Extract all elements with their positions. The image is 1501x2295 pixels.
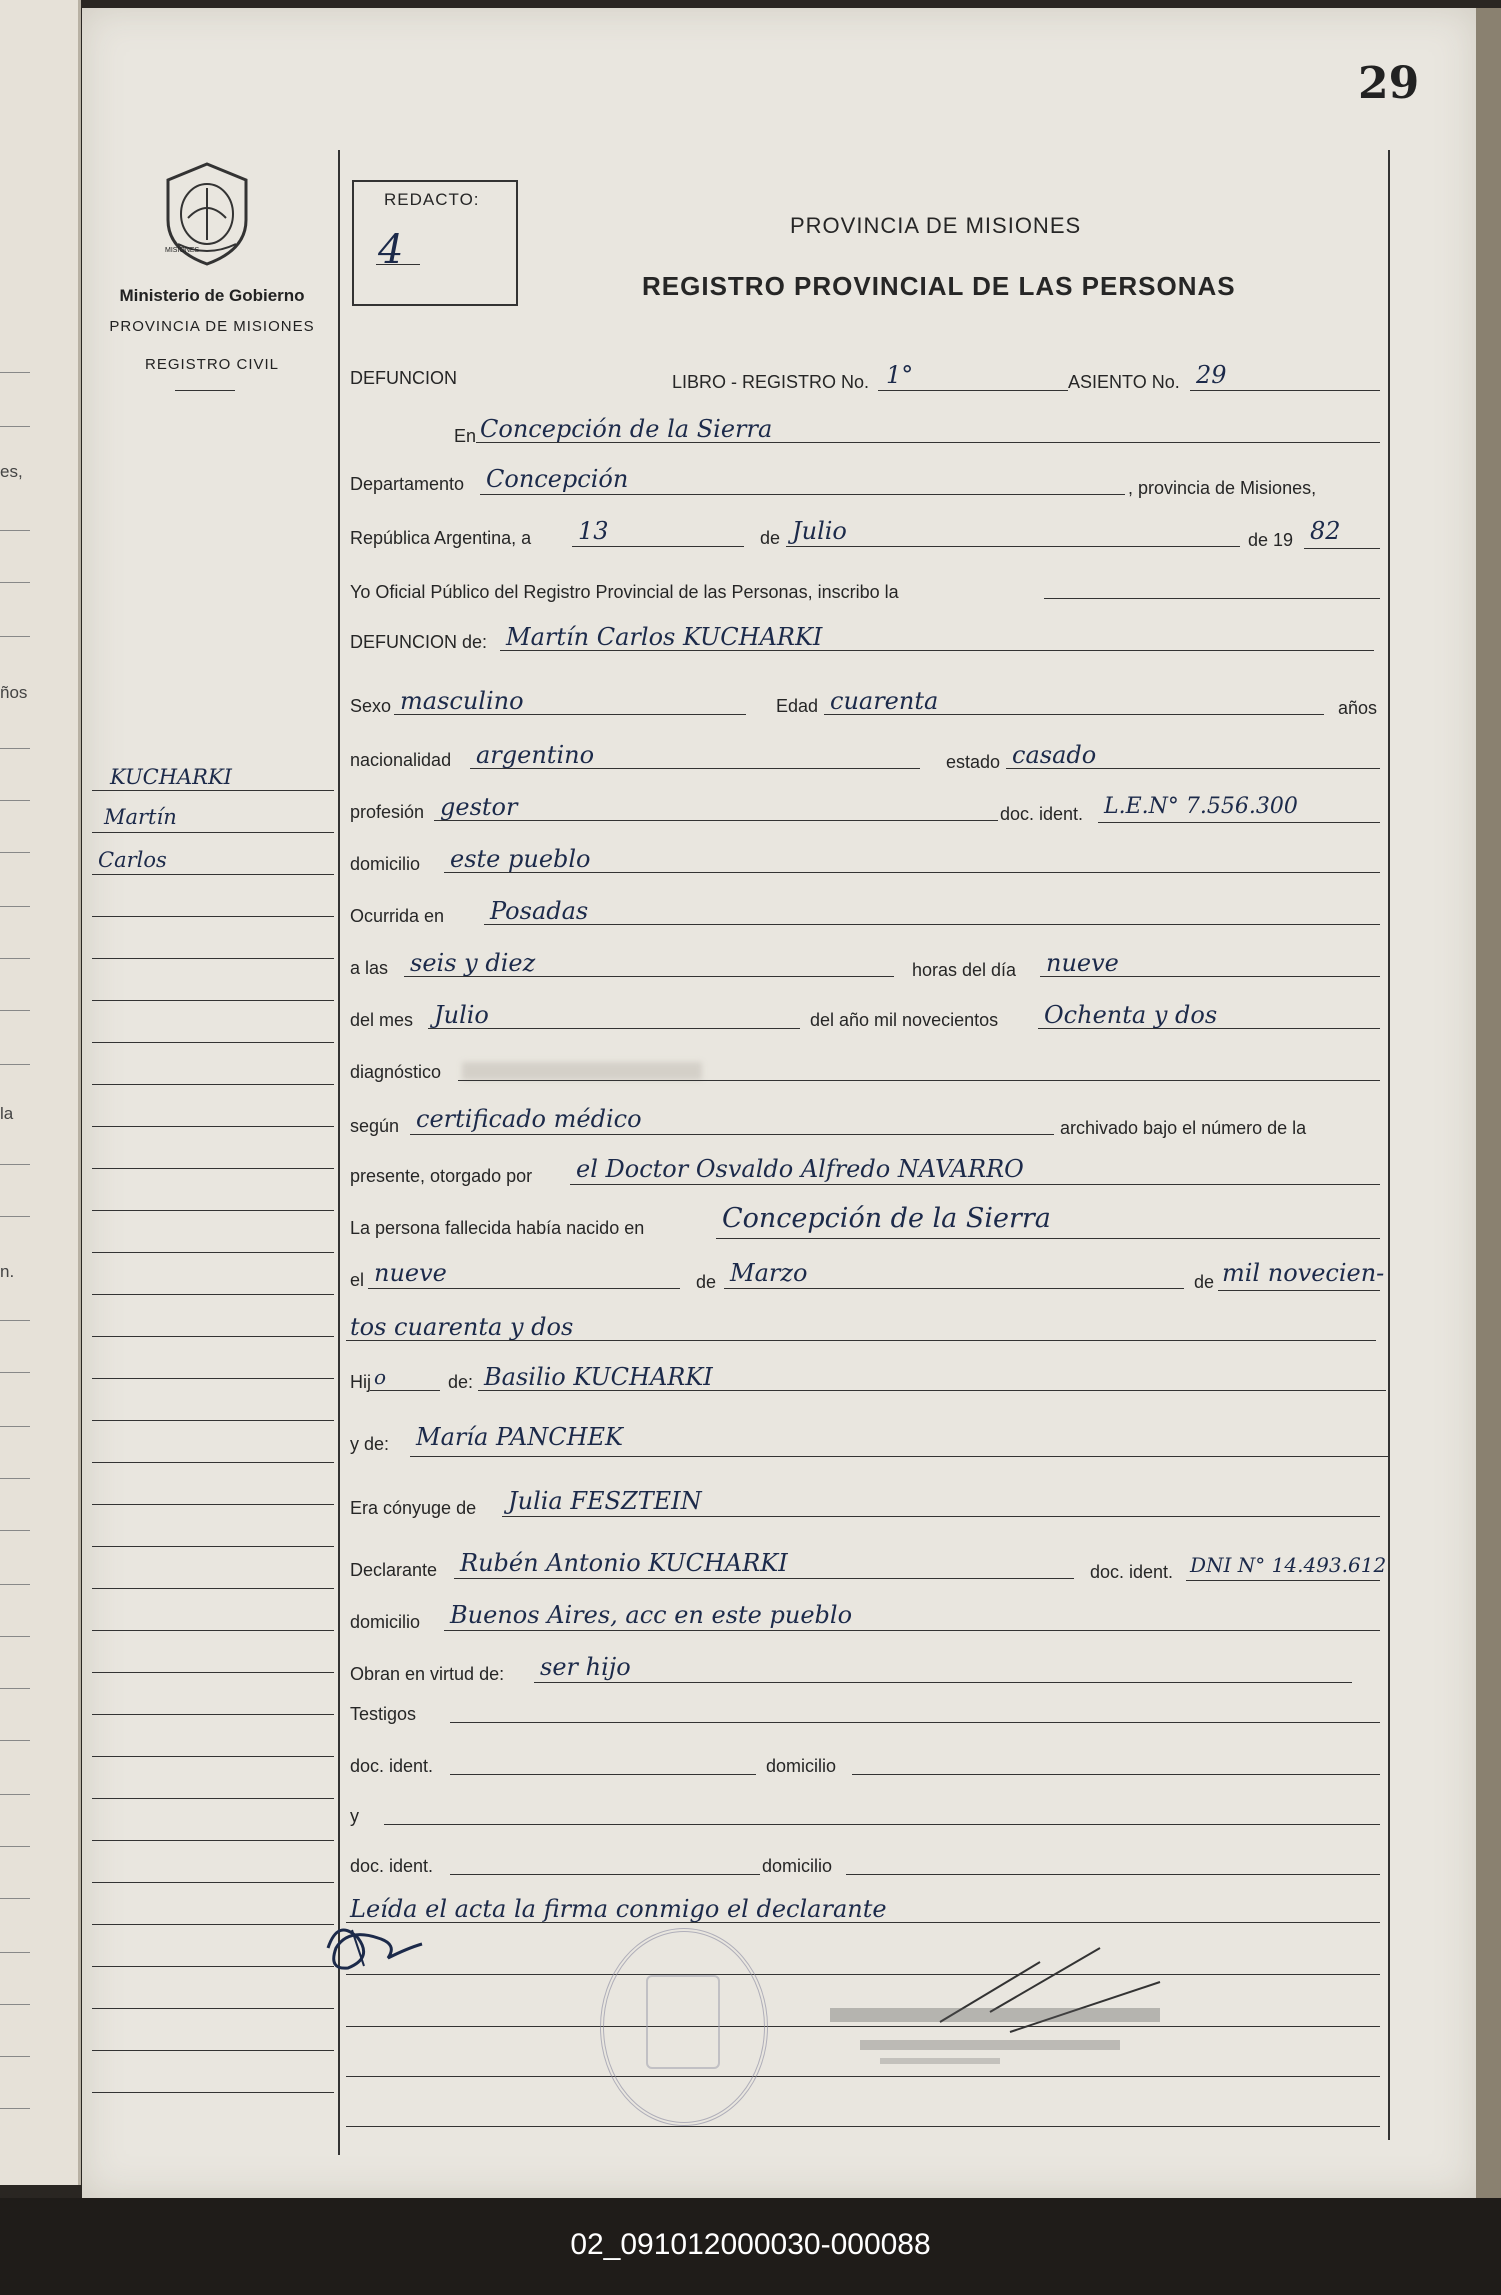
margin-ruled-line bbox=[92, 1084, 334, 1085]
decl-doc-value: DNI N° 14.493.612 bbox=[1190, 1553, 1387, 1577]
margin-ruled-line bbox=[92, 1630, 334, 1631]
dia-value: 13 bbox=[578, 517, 609, 545]
margin-ruled-line bbox=[92, 1420, 334, 1421]
registry-header: REGISTRO PROVINCIAL DE LAS PERSONAS bbox=[642, 271, 1236, 301]
profesion-label: profesión bbox=[350, 802, 425, 822]
left-page-fragment: la bbox=[0, 1104, 14, 1123]
ocurrida-label: Ocurrida en bbox=[350, 906, 445, 926]
libro-value: 1° bbox=[886, 361, 914, 389]
page-edge bbox=[1476, 8, 1501, 2198]
anio-label: de 19 bbox=[1248, 530, 1294, 550]
margin-ruled-line bbox=[92, 916, 334, 917]
delanio-label: del año mil novecientos bbox=[810, 1010, 999, 1030]
presente-label: presente, otorgado por bbox=[350, 1166, 533, 1186]
testigos-label: Testigos bbox=[350, 1704, 417, 1724]
decl-domicilio-value: Buenos Aires, acc en este pueblo bbox=[450, 1601, 853, 1629]
margin-ruled-line bbox=[92, 1672, 334, 1673]
margin-ruled-line bbox=[92, 1294, 334, 1295]
margin-ruled-line bbox=[92, 1126, 334, 1127]
doc-value: L.E.N° 7.556.300 bbox=[1104, 794, 1298, 819]
estado-label: estado bbox=[946, 752, 1001, 772]
margin-first-name: Martín bbox=[104, 805, 177, 829]
edad-value: cuarenta bbox=[830, 687, 939, 715]
redacted-diagnosis bbox=[462, 1062, 702, 1080]
stamp-inner bbox=[646, 1975, 720, 2069]
nacido-value: Concepción de la Sierra bbox=[722, 1203, 1051, 1234]
right-margin-rule bbox=[1388, 150, 1390, 2140]
horas-label: horas del día bbox=[912, 960, 1017, 980]
decl-doc-label: doc. ident. bbox=[1090, 1562, 1174, 1582]
el-label: el bbox=[350, 1270, 365, 1290]
margin-ruled-line bbox=[92, 1462, 334, 1463]
ministry-name: Ministerio de Gobierno bbox=[119, 286, 305, 305]
nacionalidad-value: argentino bbox=[476, 741, 595, 769]
margin-ruled-line bbox=[92, 1756, 334, 1757]
oficial-label: Yo Oficial Público del Registro Provincial de las Personas, inscribo la bbox=[350, 582, 899, 602]
archivado-label: archivado bajo el número de la bbox=[1060, 1118, 1307, 1138]
margin-ruled-line bbox=[92, 1840, 334, 1841]
redacto-value: 4 bbox=[378, 227, 404, 273]
diagnostico-label: diagnóstico bbox=[350, 1062, 442, 1082]
margin-ruled-line bbox=[92, 1336, 334, 1337]
de2-label: de bbox=[696, 1272, 717, 1292]
margin-ruled-line bbox=[92, 790, 334, 791]
sexo-label: Sexo bbox=[350, 696, 392, 716]
margin-ruled-line bbox=[92, 874, 334, 875]
domicilio-label: domicilio bbox=[350, 854, 421, 874]
alas-label: a las bbox=[350, 958, 389, 978]
anio-value: 82 bbox=[1310, 517, 1341, 545]
de3-label: de bbox=[1194, 1272, 1215, 1292]
doc-label: doc. ident. bbox=[1000, 804, 1084, 824]
hijo-de-value: Basilio KUCHARKI bbox=[484, 1363, 713, 1391]
margin-ruled-line bbox=[92, 832, 334, 833]
page-number: 29 bbox=[1358, 58, 1420, 109]
mes-value: Julio bbox=[792, 517, 847, 545]
margin-ruled-line bbox=[92, 1588, 334, 1589]
margin-ruled-line bbox=[92, 1882, 334, 1883]
left-page-fragment: ños bbox=[0, 683, 28, 702]
margin-ruled-line bbox=[92, 2092, 334, 2093]
anios-label: años bbox=[1338, 698, 1378, 718]
delanio-value: Ochenta y dos bbox=[1044, 1001, 1218, 1029]
margin-ruled-line bbox=[92, 1252, 334, 1253]
margin-ruled-line bbox=[92, 1714, 334, 1715]
conyuge-label: Era cónyuge de bbox=[350, 1498, 477, 1518]
y-label: y bbox=[350, 1806, 359, 1826]
horas-value: nueve bbox=[1046, 949, 1119, 977]
margin-ruled-line bbox=[92, 1924, 334, 1925]
defuncion-de-value: Martín Carlos KUCHARKI bbox=[506, 623, 823, 651]
declarant-signature-icon bbox=[318, 1908, 428, 1988]
republica-label: República Argentina, a bbox=[350, 528, 532, 548]
conyuge-value: Julia FESZTEIN bbox=[508, 1487, 702, 1515]
en-value: Concepción de la Sierra bbox=[480, 415, 773, 443]
margin-ruled-line bbox=[92, 1042, 334, 1043]
birth-year-continuation: tos cuarenta y dos bbox=[350, 1313, 574, 1341]
decl-domicilio-label: domicilio bbox=[350, 1612, 421, 1632]
margin-surname: KUCHARKI bbox=[110, 765, 232, 789]
seal-text: MISIONES bbox=[165, 247, 200, 254]
defuncion-de-label: DEFUNCION de: bbox=[350, 632, 488, 652]
testigo1-doc-label: doc. ident. bbox=[350, 1756, 434, 1776]
margin-ruled-line bbox=[92, 1210, 334, 1211]
declarante-label: Declarante bbox=[350, 1560, 438, 1580]
hijo-de-label: de: bbox=[448, 1372, 474, 1392]
left-page-fragment: n. bbox=[0, 1262, 15, 1281]
margin-ruled-line bbox=[92, 2050, 334, 2051]
signature-ruled-line bbox=[346, 2126, 1380, 2127]
margin-ruled-line bbox=[92, 2008, 334, 2009]
testigo2-domicilio-label: domicilio bbox=[762, 1856, 833, 1876]
margin-ruled-line bbox=[92, 1378, 334, 1379]
margin-rule bbox=[338, 150, 340, 2155]
margin-ruled-line bbox=[92, 958, 334, 959]
margin-ruled-line bbox=[92, 1504, 334, 1505]
closing-statement: Leída el acta la firma conmigo el declarante bbox=[350, 1895, 887, 1923]
redacto-label: REDACTO: bbox=[384, 190, 480, 209]
obran-value: ser hijo bbox=[540, 1653, 631, 1681]
official-name-stamp-icon bbox=[820, 2000, 1180, 2070]
yde-value: María PANCHEK bbox=[416, 1423, 623, 1451]
testigo1-domicilio-label: domicilio bbox=[766, 1756, 837, 1776]
act-type-label: DEFUNCION bbox=[350, 368, 457, 388]
left-page-fragment: es, bbox=[0, 462, 23, 481]
estado-value: casado bbox=[1012, 741, 1097, 769]
segun-label: según bbox=[350, 1116, 400, 1136]
domicilio-value: este pueblo bbox=[450, 845, 591, 873]
signature-ruled-line bbox=[346, 1974, 1380, 1975]
testigo2-doc-label: doc. ident. bbox=[350, 1856, 434, 1876]
left-facing-page bbox=[0, 0, 81, 2185]
sexo-value: masculino bbox=[400, 687, 524, 715]
de-label: de bbox=[760, 528, 781, 548]
departamento-label: Departamento bbox=[350, 474, 465, 494]
asiento-label: ASIENTO No. bbox=[1068, 372, 1180, 392]
el-value: nueve bbox=[374, 1259, 447, 1287]
libro-label: LIBRO - REGISTRO No. bbox=[672, 372, 870, 392]
provincia-label: , provincia de Misiones, bbox=[1128, 478, 1317, 498]
alas-value: seis y diez bbox=[410, 949, 536, 977]
margin-ruled-line bbox=[92, 1966, 334, 1967]
asiento-value: 29 bbox=[1196, 361, 1227, 389]
delmes-value: Julio bbox=[434, 1001, 489, 1029]
signature-ruled-line bbox=[346, 2076, 1380, 2077]
presente-value: el Doctor Osvaldo Alfredo NAVARRO bbox=[576, 1155, 1024, 1183]
delmes-label: del mes bbox=[350, 1010, 414, 1030]
obran-label: Obran en virtud de: bbox=[350, 1664, 505, 1684]
hijo-suffix: o bbox=[374, 1365, 387, 1389]
segun-value: certificado médico bbox=[416, 1105, 642, 1133]
hijo-label: Hij bbox=[350, 1372, 371, 1392]
nacionalidad-label: nacionalidad bbox=[350, 750, 452, 770]
en-label: En bbox=[454, 426, 477, 446]
margin-ruled-line bbox=[92, 1546, 334, 1547]
margin-ruled-line bbox=[92, 1798, 334, 1799]
province-header: PROVINCIA DE MISIONES bbox=[790, 213, 1082, 238]
de3-value: mil novecien- bbox=[1222, 1259, 1385, 1287]
profesion-value: gestor bbox=[440, 793, 518, 821]
image-caption: 02_091012000030-000088 bbox=[570, 2228, 931, 2261]
ocurrida-value: Posadas bbox=[490, 897, 589, 925]
yde-label: y de: bbox=[350, 1434, 390, 1454]
departamento-value: Concepción bbox=[486, 465, 629, 493]
nacido-label: La persona fallecida había nacido en bbox=[350, 1218, 645, 1238]
edad-label: Edad bbox=[776, 696, 819, 716]
margin-second-name: Carlos bbox=[98, 848, 167, 872]
margin-ruled-line bbox=[92, 1000, 334, 1001]
margin-ruled-line bbox=[92, 1168, 334, 1169]
de2-value: Marzo bbox=[730, 1259, 808, 1287]
ministry-registry: REGISTRO CIVIL bbox=[144, 356, 280, 373]
ministry-province: PROVINCIA DE MISIONES bbox=[109, 318, 315, 335]
declarante-value: Rubén Antonio KUCHARKI bbox=[460, 1549, 788, 1577]
